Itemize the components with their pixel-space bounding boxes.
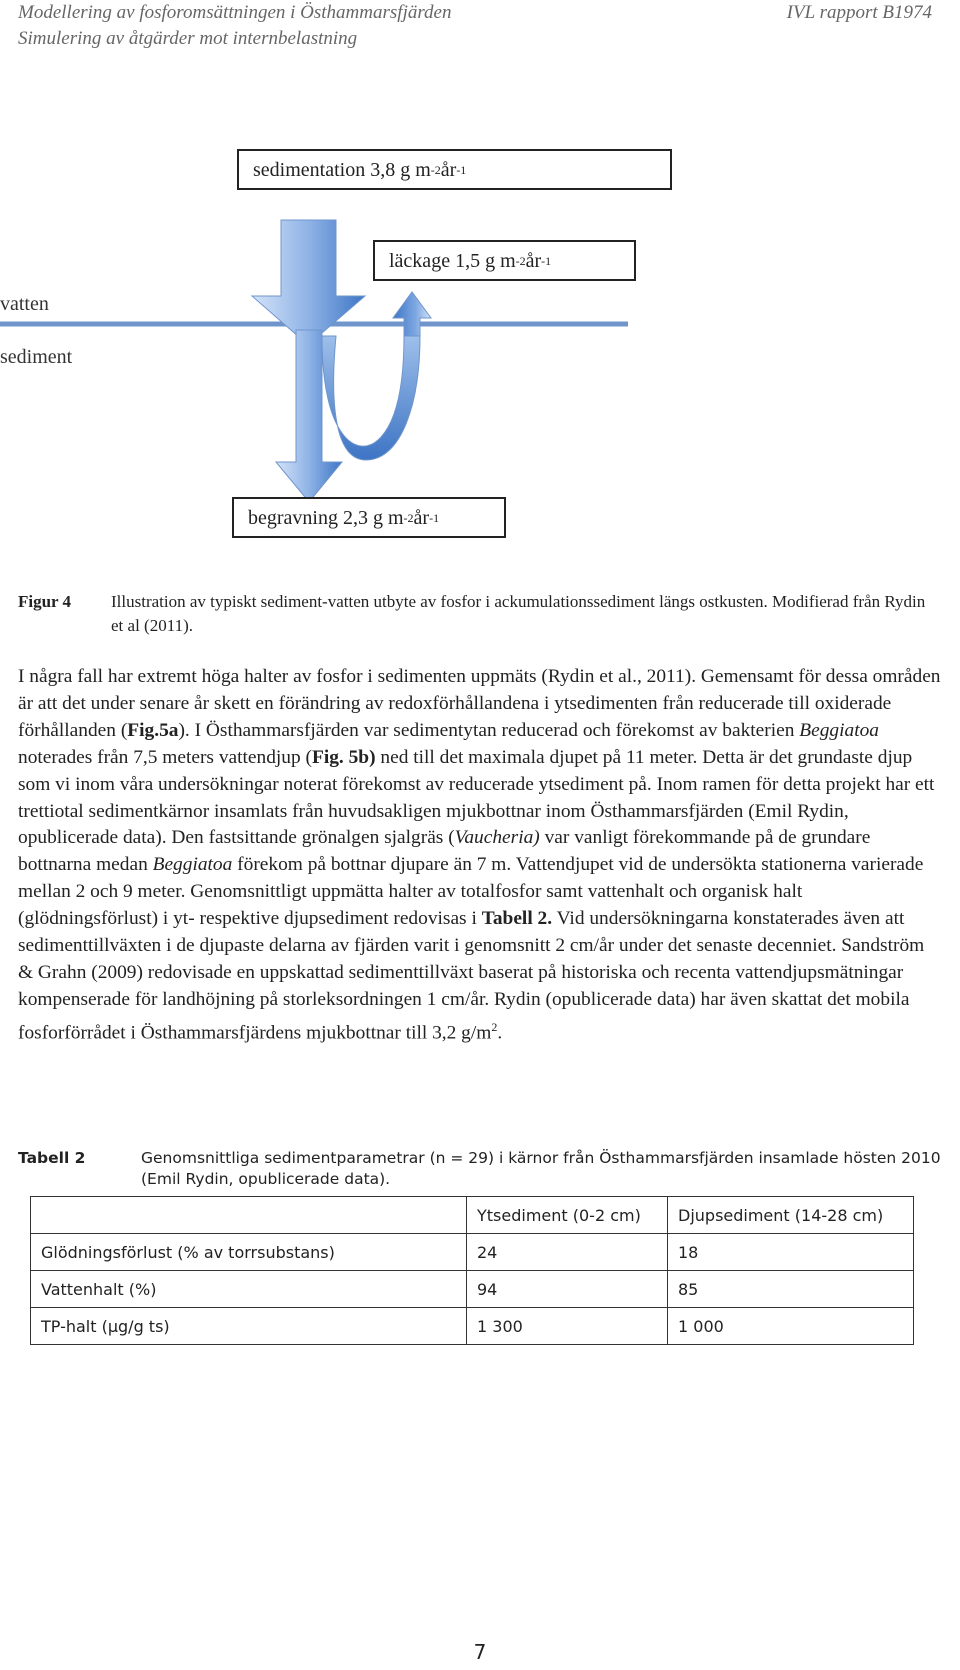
- body-text-2: ). I Östhammarsfjärden var sedimentytan reducerad och förekomst av bakterien: [178, 719, 800, 741]
- table-cell: 1 300: [467, 1308, 668, 1345]
- superscript-2: 2: [491, 1019, 498, 1034]
- water-label: vatten: [0, 293, 49, 315]
- table-cell: 24: [467, 1234, 668, 1271]
- table-cell: 94: [467, 1271, 668, 1308]
- paragraph: [18, 664, 943, 1047]
- table-2-reference: Tabell 2.: [481, 908, 553, 930]
- fig-5b-reference: Fig. 5b): [311, 746, 376, 768]
- table-header-row: [31, 1197, 914, 1234]
- beggiatoa-term: Beggiatoa: [799, 719, 879, 741]
- body-paragraph: [18, 664, 943, 1047]
- leakage-exp1: -2: [515, 253, 526, 268]
- burial-exp1: -2: [403, 510, 414, 525]
- figure-number: Figur 4: [18, 592, 72, 611]
- sedimentation-box: [237, 149, 672, 190]
- phosphorus-exchange-figure: [0, 140, 960, 560]
- body-text-5: var vanligt förekommande på de grundare bottnarna medan: [18, 827, 871, 876]
- burial-text: begravning 2,3 g m: [248, 506, 404, 529]
- table-cell: 1 000: [668, 1308, 914, 1345]
- body-text-3: noterades från 7,5 meters vattendjup (: [18, 746, 312, 768]
- table-header-cell: [31, 1197, 467, 1234]
- table-row: [31, 1308, 914, 1345]
- sedimentation-mid: år: [440, 158, 457, 181]
- leakage-mid: år: [525, 249, 542, 272]
- figure-caption-text: Illustration av typiskt sediment-vatten utbyte av fosfor i ackumulationssediment längs ostkusten. Modifierad från Rydin et al (2011).: [111, 592, 926, 635]
- table-cell: TP-halt (µg/g ts): [31, 1308, 467, 1345]
- sediment-label: sediment: [0, 346, 73, 368]
- body-text-1: I några fall har extremt höga halter av fosfor i sedimenten uppmäts (Rydin et al., 2011). Gemensamt för dessa områden är att det under senare år skett en förändring av redoxförhållandena i ytsedimenten från reducerade till oxiderade förhållanden (: [18, 666, 941, 741]
- body-text-7: Vid undersökningarna konstaterades även att sedimenttillväxten i de djupaste delarna av fjärden varit i genomsnitt 2 cm/år under det senaste decenniet. Sandström & Grahn (2009) redovisade en uppskattad sedimenttillväxt baserat på historiska och recenta vattendjupsmätningar kompenserade för landhöjning på storleksordningen 1 cm/år. Rydin (opublicerade data) har även skattat det mobila fosforförrådet i Östhammarsfjärdens mjukbottnar till 3,2 g/m: [18, 908, 925, 1044]
- fig-5a-reference: Fig.5a: [127, 719, 179, 741]
- table-number: Tabell 2: [18, 1149, 86, 1167]
- table-header-cell: Djupsediment (14-28 cm): [668, 1197, 914, 1234]
- leakage-arrow: [393, 292, 431, 336]
- vaucheria-term: Vaucheria): [454, 827, 540, 849]
- recycling-loop-arrow: [322, 336, 420, 460]
- page-number: 7: [473, 1640, 487, 1664]
- leakage-text: läckage 1,5 g m: [389, 249, 516, 272]
- body-text-8: .: [497, 1022, 503, 1044]
- body-text-6: förekom på bottnar djupare än 7 m. Vattendjupet vid de undersökta stationerna varierade mellan 2 och 9 meter. Genomsnittligt uppmätta halter av totalfosfor samt vattenhalt och organisk halt (glödningsförlust) i yt- respektive djupsediment redovisas i: [18, 854, 924, 930]
- table-cell: Vattenhalt (%): [31, 1271, 467, 1308]
- table-cell: 85: [668, 1271, 914, 1308]
- table-row: [31, 1271, 914, 1308]
- sedimentation-exp2: -1: [456, 162, 467, 177]
- table-header-cell: Ytsediment (0-2 cm): [467, 1197, 668, 1234]
- burial-box: [232, 497, 506, 538]
- leakage-exp2: -1: [541, 253, 552, 268]
- body-text-4: ned till det maximala djupet på 11 meter. Detta är det grundaste djup som vi inom våra undersökningar noterat förekomst av reducerade ytsediment på. Inom ramen för detta projekt har ett trettiotal sedimentkärnor insamlats från huvudsakligen mjukbottnar inom Östhammarsfjärden (Emil Rydin, opublicerade data). Den fastsittande grönalgen sjalgräs (: [18, 746, 935, 849]
- table-row: [31, 1234, 914, 1271]
- table-cell: Glödningsförlust (% av torrsubstans): [31, 1234, 467, 1271]
- beggiatoa-term-2: Beggiatoa: [152, 854, 233, 876]
- sediment-parameters-table: [30, 1196, 914, 1345]
- burial-mid: år: [413, 506, 430, 529]
- table-caption-text: Genomsnittliga sedimentparametrar (n = 29) i kärnor från Östhammarsfjärden insamlade hösten 2010 (Emil Rydin, opublicerade data).: [141, 1149, 941, 1188]
- sedimentation-exp1: -2: [430, 162, 441, 177]
- table-cell: 18: [668, 1234, 914, 1271]
- burial-exp2: -1: [429, 510, 440, 525]
- sedimentation-text: sedimentation 3,8 g m: [253, 158, 431, 181]
- page-header: [18, 0, 451, 52]
- header-title-line2: Simulering av åtgärder mot internbelastning: [18, 28, 358, 49]
- header-report-id: IVL rapport B1974: [786, 2, 932, 23]
- header-title-line1: Modellering av fosforomsättningen i Östhammarsfjärden: [18, 2, 452, 23]
- leakage-box: [373, 240, 636, 281]
